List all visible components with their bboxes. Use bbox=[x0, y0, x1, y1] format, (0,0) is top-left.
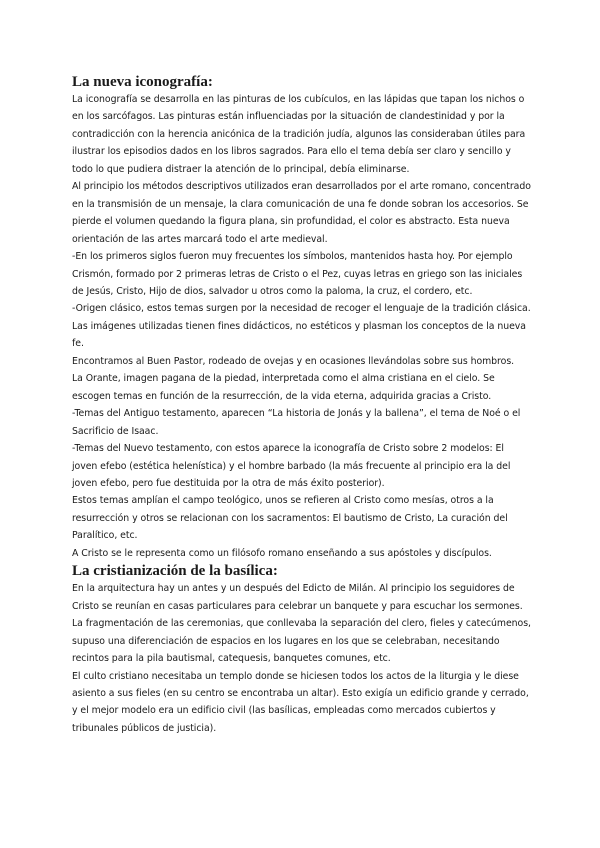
paragraph-campo-teologico: Estos temas amplían el campo teológico, unos se refieren al Cristo como mesías, otros a la resurrección y otros se relacionan con los sacramentos: El bautismo de Cristo, La curación del Paralítico, etc. bbox=[72, 495, 508, 542]
paragraph-orante: La Orante, imagen pagana de la piedad, interpretada como el alma cristiana en el cielo. Se escogen temas en función de la resurrección, de la vida eterna, adquirida gracias a Cristo. bbox=[72, 373, 495, 402]
paragraph-origen-clasico: -Origen clásico, estos temas surgen por la necesidad de recoger el lenguaje de la tradición clásica. Las imágenes utilizadas tienen fines didácticos, no estéticos y plasman los conceptos de la nueva fe. bbox=[72, 303, 531, 350]
paragraph-simbolos: -En los primeros siglos fueron muy frecuentes los símbolos, mantenidos hasta hoy. Por ejemplo Crismón, formado por 2 primeras letras de Cristo o el Pez, cuyas letras en griego son las iniciales de Jesús, Cristo, Hijo de dios, salvador u otros como la paloma, la cruz, el cordero, etc. bbox=[72, 251, 523, 297]
paragraph-iconografia-intro: La iconografía se desarrolla en las pinturas de los cubículos, en las lápidas que tapan los nichos o en los sarcófagos. Las pinturas están influenciadas por la situación de clandestinidad y por la contradicción con la herencia anicónica de la tradición judía, algunos las consideraban útiles para ilustrar los episodios dados en los libros sagrados. Para ello el tema debía ser claro y sencillo y todo lo que pudiera distraer la atención de lo principal, debía eliminarse. bbox=[72, 94, 526, 175]
paragraph-antiguo-testamento: -Temas del Antiguo testamento, aparecen “La historia de Jonás y la ballena”, el tema de Noé o el Sacrificio de Isaac. bbox=[72, 408, 521, 437]
paragraph-metodos-descriptivos: Al principio los métodos descriptivos utilizados eran desarrollados por el arte romano, concentrado en la transmisión de un mensaje, la clara comunicación de una fe donde sobran los accesorios. Se pierde el volumen quedando la figura plana, sin profundidad, el color es abstracto. Esta nueva orientación de las artes marcará todo el arte medieval. bbox=[72, 181, 531, 245]
document-content bbox=[72, 73, 532, 737]
paragraph-edicto-milan: En la arquitectura hay un antes y un después del Edicto de Milán. Al principio los seguidores de Cristo se reunían en casas particulares para celebrar un banquete y para escuchar los sermones. La fragmentación de las ceremonias, que conllevaba la separación del clero, fieles y catecúmenos, supuso una diferenciación de espacios en los lugares en los que se celebraban, necesitando recintos para la pila bautismal, catequesis, banquetes comunes, etc. bbox=[72, 583, 531, 665]
paragraph-culto-cristiano: El culto cristiano necesitaba un templo donde se hiciesen todos los actos de la liturgia y le diese asiento a sus fieles (en su centro se encontraba un altar). Esto exigía un edificio grande y cerrado, y el mejor modelo era un edificio civil (las basílicas, empleadas como mercados cubiertos y tribunales públicos de justicia). bbox=[72, 670, 529, 734]
paragraph-cristo-filosofo: A Cristo se le representa como un filósofo romano enseñando a sus apóstoles y discípulos. bbox=[72, 547, 492, 559]
paragraph-buen-pastor: Encontramos al Buen Pastor, rodeado de ovejas y en ocasiones llevándolas sobre sus hombros. bbox=[72, 355, 515, 367]
section-title-basilica: La cristianización de la basílica: bbox=[72, 563, 278, 580]
section-title-iconografia: La nueva iconografía: bbox=[72, 74, 213, 90]
paragraph-nuevo-testamento: -Temas del Nuevo testamento, con estos aparece la iconografía de Cristo sobre 2 modelos: El joven efebo (estética helenística) y el hombre barbado (la más frecuente al principio era la del joven efebo, pero fue destituida por la otra de más éxito posterior). bbox=[72, 443, 511, 489]
